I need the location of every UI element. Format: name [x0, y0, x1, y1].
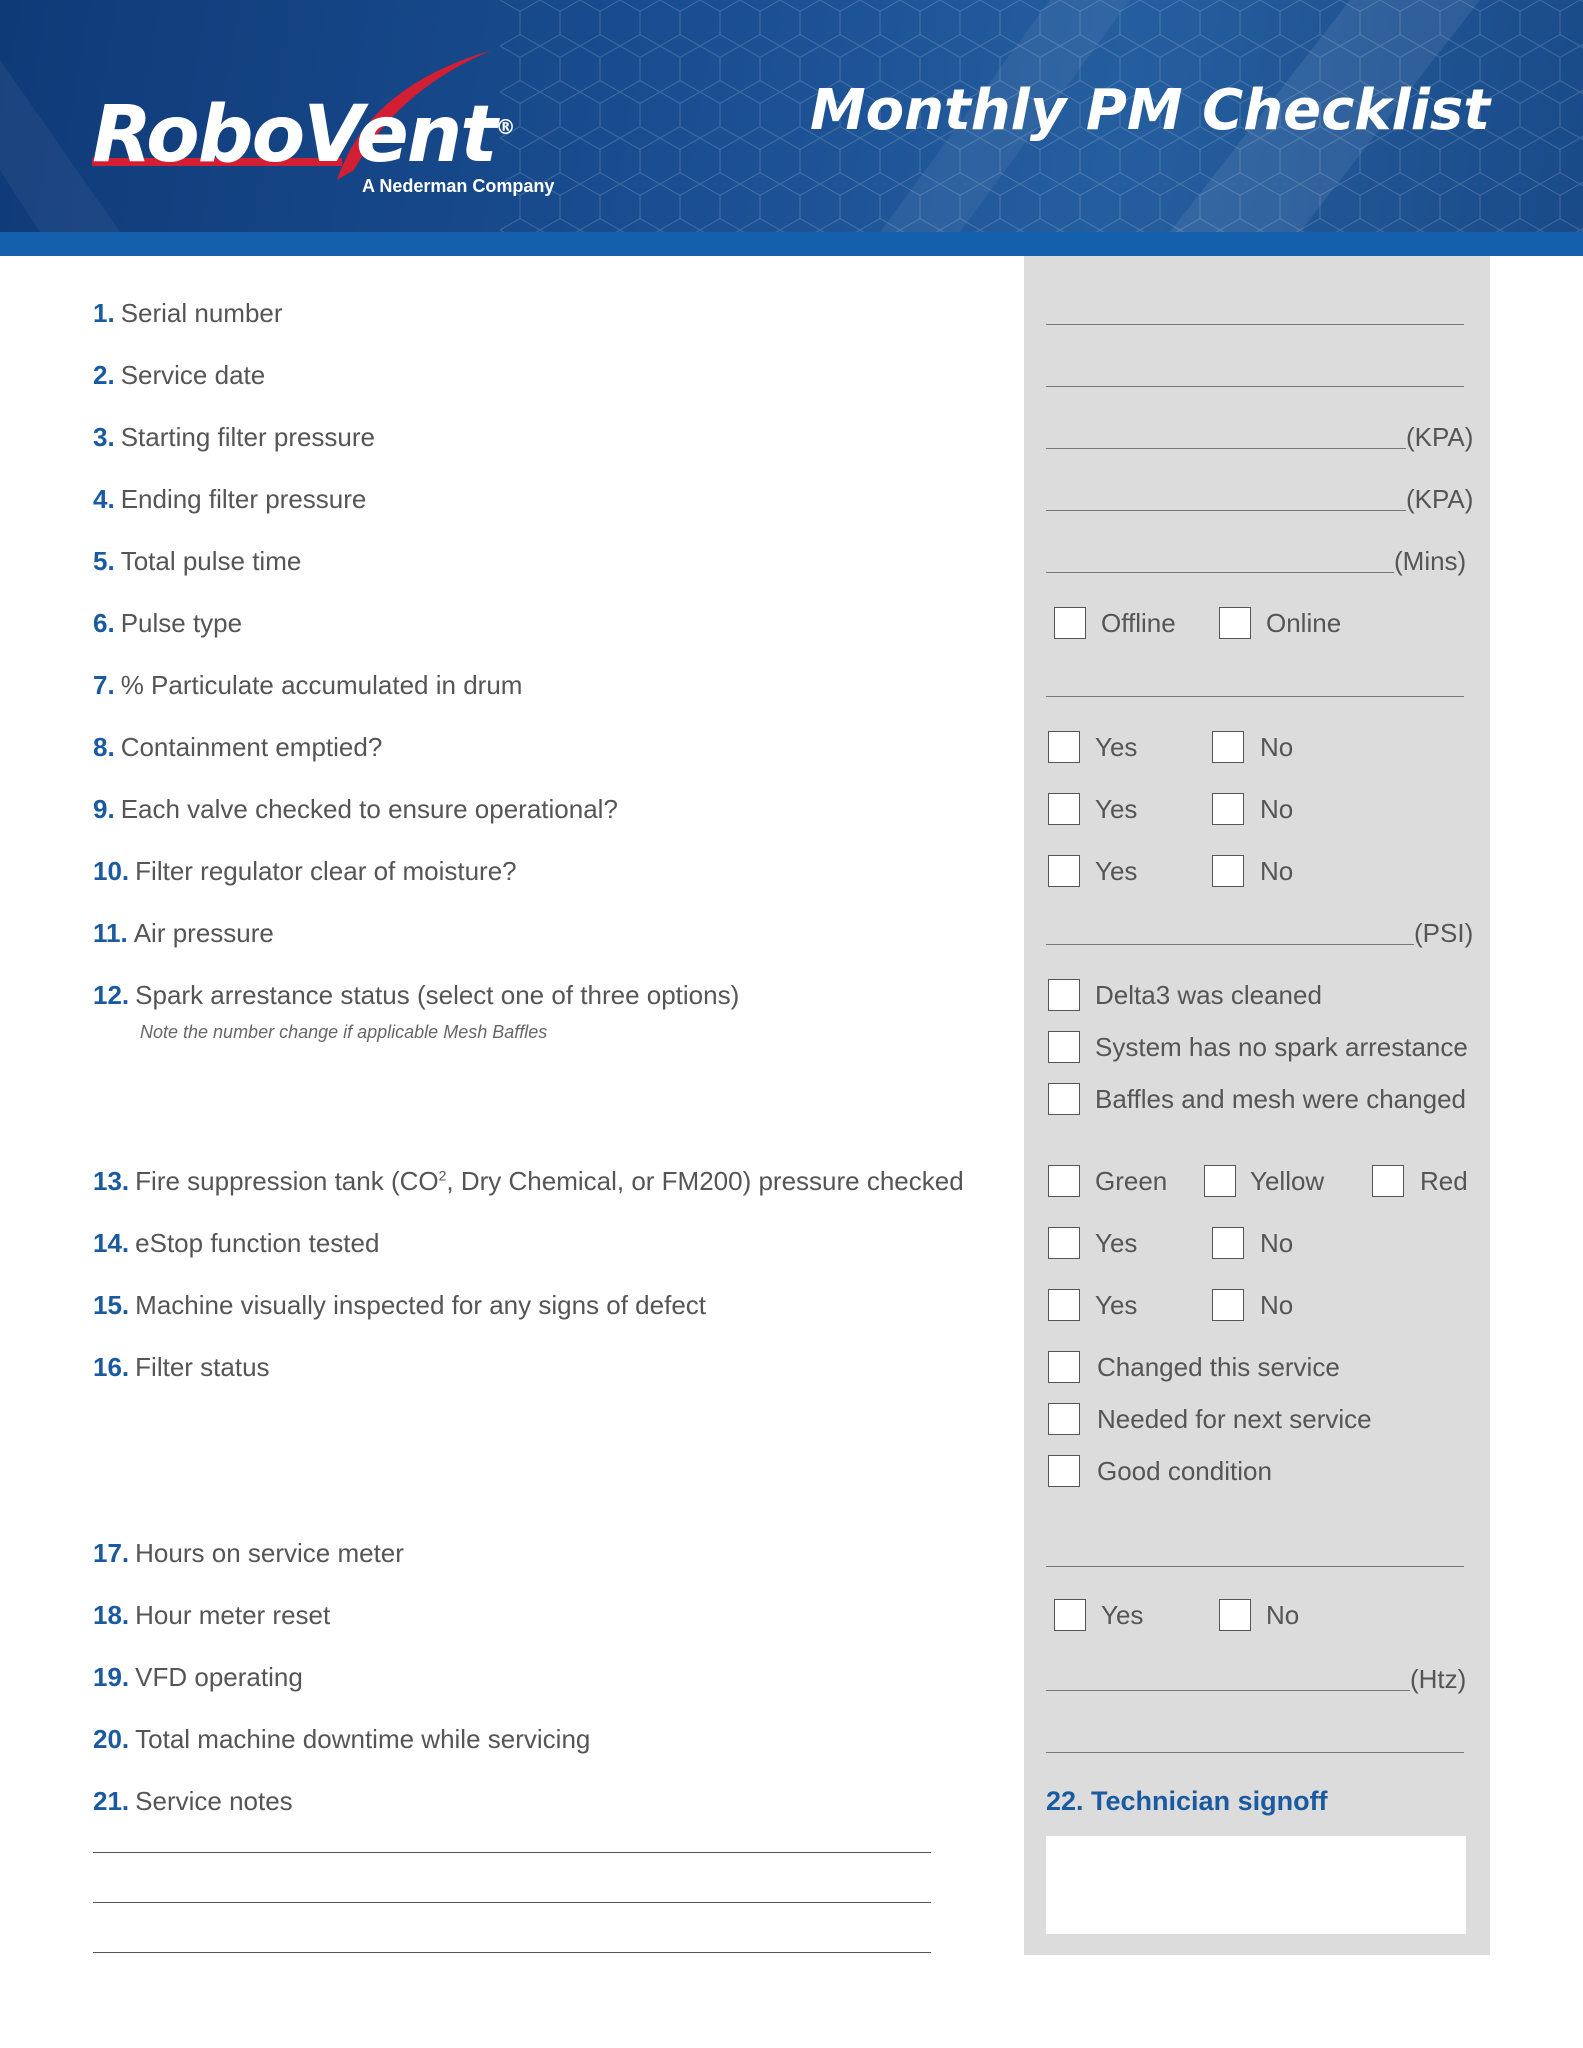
estop-no-checkbox[interactable]: [1212, 1227, 1244, 1259]
no-label: No: [1260, 794, 1294, 824]
item-spark-arrestance: 12. Spark arrestance status (select one of three options): [93, 980, 740, 1010]
good-condition-label: Good condition: [1097, 1456, 1272, 1486]
spark-arrestance-note: Note the number change if applicable Mesh Baffles: [140, 1022, 548, 1042]
needed-next-service-checkbox[interactable]: [1048, 1403, 1080, 1435]
ending-pressure-field[interactable]: [1046, 510, 1406, 511]
kpa-unit: (KPA): [1406, 422, 1474, 452]
yes-label: Yes: [1101, 1600, 1144, 1630]
notes-line[interactable]: [93, 1902, 931, 1903]
item-visual-inspection: 15. Machine visually inspected for any signs of defect: [93, 1290, 707, 1320]
htz-unit: (Htz): [1410, 1664, 1467, 1694]
green-label: Green: [1095, 1166, 1168, 1196]
service-date-field[interactable]: [1046, 386, 1464, 387]
no-label: No: [1260, 1228, 1294, 1258]
meter-reset-yes-checkbox[interactable]: [1054, 1599, 1086, 1631]
red-label: Red: [1420, 1166, 1468, 1196]
changed-this-service-checkbox[interactable]: [1048, 1351, 1080, 1383]
item-valve-checked: 9. Each valve checked to ensure operational?: [93, 794, 618, 824]
yes-label: Yes: [1095, 856, 1138, 886]
containment-no-checkbox[interactable]: [1212, 731, 1244, 763]
yes-label: Yes: [1095, 732, 1138, 762]
no-spark-arrestance-checkbox[interactable]: [1048, 1031, 1080, 1063]
logo-tagline: A Nederman Company: [362, 176, 555, 196]
item-service-date: 2. Service date: [93, 360, 266, 390]
yes-label: Yes: [1095, 794, 1138, 824]
pulse-time-field[interactable]: [1046, 572, 1394, 573]
needed-next-service-label: Needed for next service: [1097, 1404, 1372, 1434]
inspection-no-checkbox[interactable]: [1212, 1289, 1244, 1321]
item-containment-emptied: 8. Containment emptied?: [93, 732, 383, 762]
online-label: Online: [1266, 608, 1342, 638]
technician-signoff-box[interactable]: [1046, 1836, 1466, 1934]
regulator-no-checkbox[interactable]: [1212, 855, 1244, 887]
meter-reset-no-checkbox[interactable]: [1219, 1599, 1251, 1631]
hours-meter-field[interactable]: [1046, 1566, 1464, 1567]
vfd-field[interactable]: [1046, 1690, 1410, 1691]
item-total-pulse-time: 5. Total pulse time: [93, 546, 302, 576]
page-title: Monthly PM Checklist: [809, 78, 1490, 143]
offline-checkbox[interactable]: [1054, 607, 1086, 639]
no-label: No: [1260, 856, 1294, 886]
header-band: [0, 232, 1583, 256]
psi-unit: (PSI): [1414, 918, 1474, 948]
regulator-yes-checkbox[interactable]: [1048, 855, 1080, 887]
no-spark-arrestance-label: System has no spark arrestance: [1095, 1032, 1468, 1062]
item-filter-regulator: 10. Filter regulator clear of moisture?: [93, 856, 517, 886]
no-label: No: [1260, 732, 1294, 762]
item-serial-number: 1. Serial number: [93, 298, 283, 328]
item-filter-status: 16. Filter status: [93, 1352, 270, 1382]
item-starting-filter-pressure: 3. Starting filter pressure: [93, 422, 376, 452]
item-vfd-operating: 19. VFD operating: [93, 1662, 303, 1692]
starting-pressure-field[interactable]: [1046, 448, 1406, 449]
offline-label: Offline: [1101, 608, 1176, 638]
estop-yes-checkbox[interactable]: [1048, 1227, 1080, 1259]
notes-line[interactable]: [93, 1952, 931, 1953]
item-estop: 14. eStop function tested: [93, 1228, 380, 1258]
air-pressure-field[interactable]: [1046, 944, 1414, 945]
containment-yes-checkbox[interactable]: [1048, 731, 1080, 763]
item-downtime: 20. Total machine downtime while servicing: [93, 1724, 591, 1754]
green-checkbox[interactable]: [1048, 1165, 1080, 1197]
yes-label: Yes: [1095, 1228, 1138, 1258]
changed-this-service-label: Changed this service: [1097, 1352, 1340, 1382]
inspection-yes-checkbox[interactable]: [1048, 1289, 1080, 1321]
baffles-changed-label: Baffles and mesh were changed: [1095, 1084, 1466, 1114]
particulate-field[interactable]: [1046, 696, 1464, 697]
item-air-pressure: 11. Air pressure: [93, 918, 274, 948]
mins-unit: (Mins): [1394, 546, 1467, 576]
item-particulate: 7. % Particulate accumulated in drum: [93, 670, 523, 700]
no-label: No: [1266, 1600, 1300, 1630]
downtime-field[interactable]: [1046, 1752, 1464, 1753]
kpa-unit: (KPA): [1406, 484, 1474, 514]
valve-yes-checkbox[interactable]: [1048, 793, 1080, 825]
item-service-notes: 21. Service notes: [93, 1786, 293, 1816]
item-ending-filter-pressure: 4. Ending filter pressure: [93, 484, 367, 514]
item-pulse-type: 6. Pulse type: [93, 608, 243, 638]
serial-number-field[interactable]: [1046, 324, 1464, 325]
item-hour-meter-reset: 18. Hour meter reset: [93, 1600, 331, 1630]
technician-signoff-label: 22. Technician signoff: [1046, 1786, 1328, 1816]
item-hours-meter: 17. Hours on service meter: [93, 1538, 404, 1568]
no-label: No: [1260, 1290, 1294, 1320]
red-checkbox[interactable]: [1372, 1165, 1404, 1197]
item-fire-suppression: 13. Fire suppression tank ($CO^2$, Dry Chemical, or FM200) pressure checked: [93, 1166, 964, 1196]
online-checkbox[interactable]: [1219, 607, 1251, 639]
delta3-label: Delta3 was cleaned: [1095, 980, 1322, 1010]
good-condition-checkbox[interactable]: [1048, 1455, 1080, 1487]
yellow-checkbox[interactable]: [1204, 1165, 1236, 1197]
notes-line[interactable]: [93, 1852, 931, 1853]
delta3-checkbox[interactable]: [1048, 979, 1080, 1011]
yes-label: Yes: [1095, 1290, 1138, 1320]
yellow-label: Yellow: [1250, 1166, 1325, 1196]
baffles-changed-checkbox[interactable]: [1048, 1083, 1080, 1115]
valve-no-checkbox[interactable]: [1212, 793, 1244, 825]
robovent-logo: [92, 50, 592, 210]
header-banner: [0, 0, 1583, 256]
logo-wordmark: RoboVent®: [92, 90, 514, 180]
